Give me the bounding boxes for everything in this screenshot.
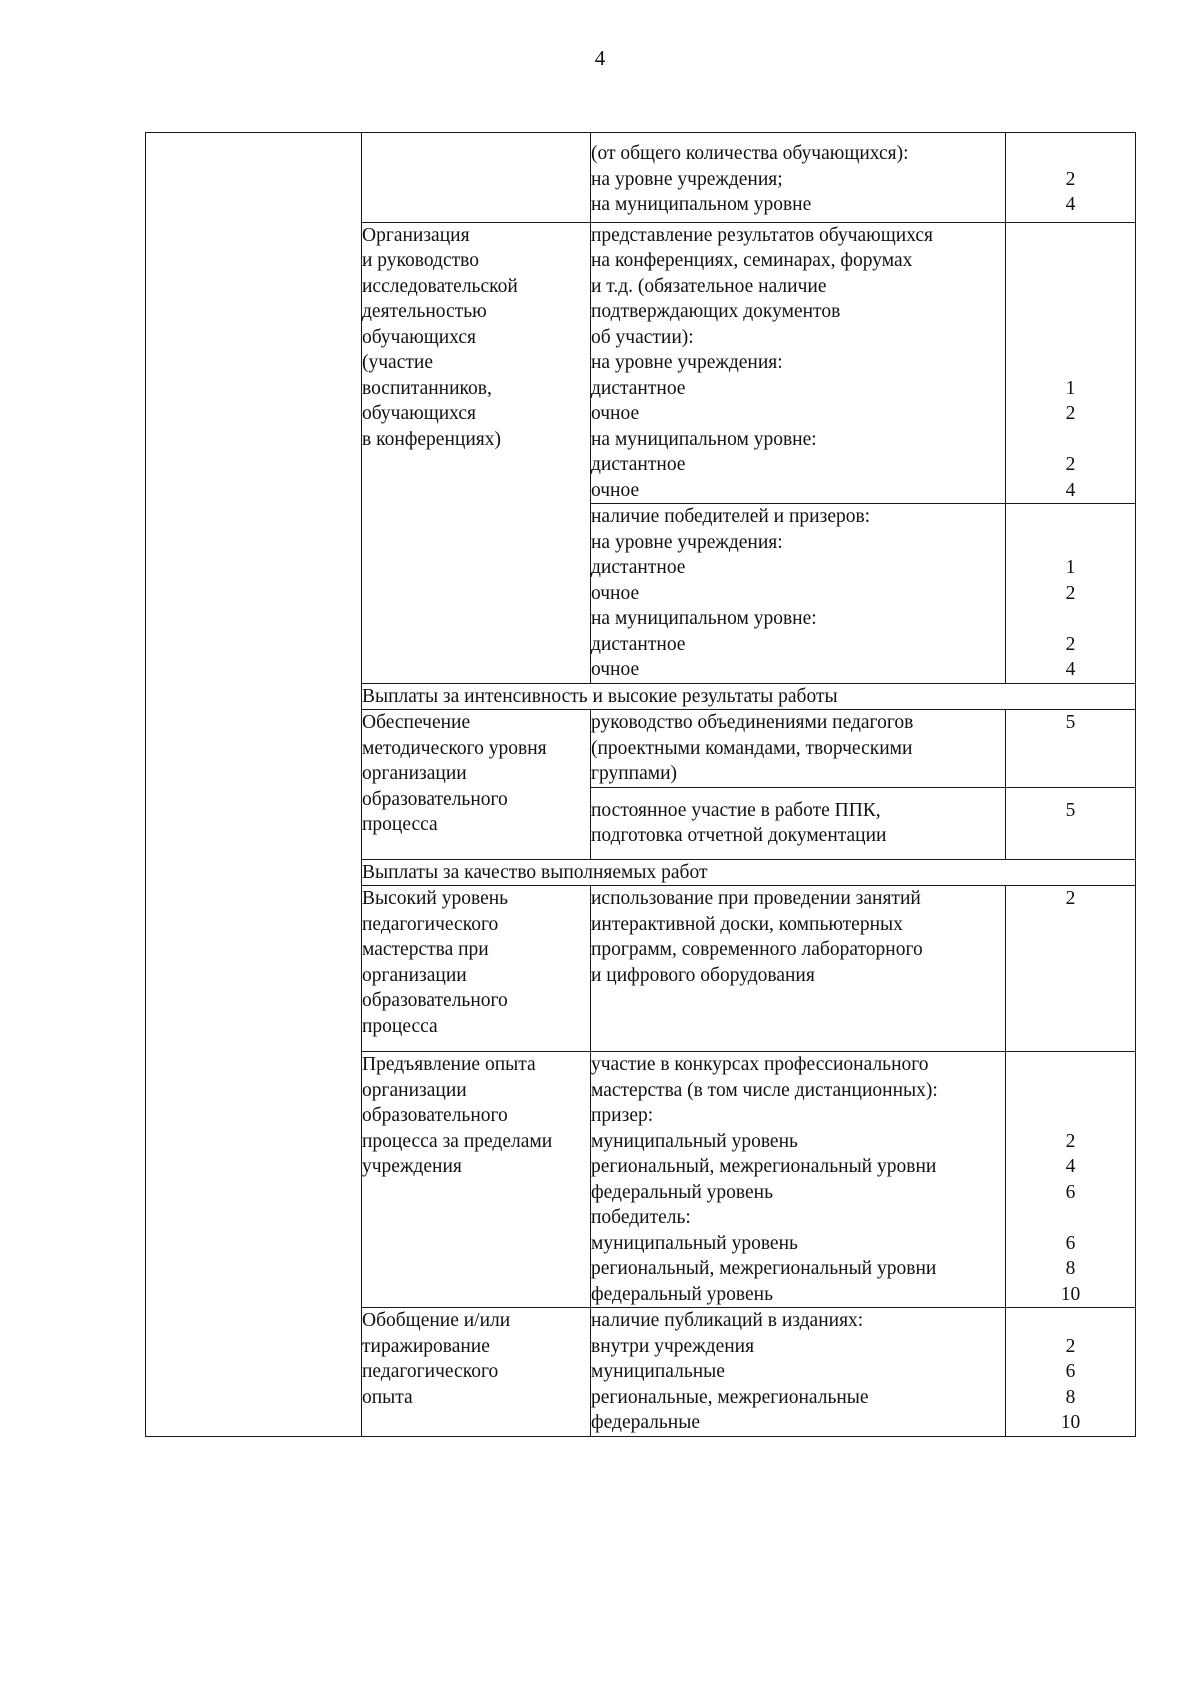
cell-line: образовательного bbox=[362, 1105, 508, 1126]
criteria-table-body bbox=[146, 133, 1136, 1437]
cell-line bbox=[1006, 1078, 1135, 1104]
cell-line: и т.д. (обязательное наличие bbox=[591, 275, 827, 297]
cell-line: призер: bbox=[591, 1105, 654, 1126]
cell-line: Организация bbox=[362, 224, 470, 246]
cell-line: 10 bbox=[1060, 1283, 1081, 1305]
cell-line: программ, современного лабораторного bbox=[591, 939, 923, 960]
cell-line: 5 bbox=[1065, 799, 1076, 821]
points-cell bbox=[1006, 1308, 1136, 1437]
cell-line: очное bbox=[591, 479, 640, 501]
category-column-cell bbox=[146, 133, 362, 1437]
points-cell bbox=[1006, 1052, 1136, 1308]
cell-line: организации bbox=[362, 964, 467, 986]
cell-line: тиражирование bbox=[362, 1335, 490, 1357]
cell-line: интерактивной доски, компьютерных bbox=[591, 913, 903, 935]
table-row bbox=[146, 133, 1136, 223]
cell-line: Высокий уровень bbox=[362, 888, 509, 909]
cell-line: процесса bbox=[362, 814, 438, 835]
indicator-cell bbox=[362, 1052, 591, 1308]
cell-line: 8 bbox=[1065, 1258, 1076, 1279]
cell-line: 6 bbox=[1065, 1232, 1076, 1254]
points-cell bbox=[1006, 886, 1136, 1052]
cell-line: дистантное bbox=[591, 633, 686, 655]
cell-line: 2 bbox=[1065, 582, 1076, 604]
cell-line: образовательного bbox=[362, 788, 508, 810]
cell-line: и руководство bbox=[362, 250, 479, 271]
cell-line: победитель: bbox=[591, 1207, 691, 1228]
cell-line: федеральный уровень bbox=[591, 1181, 773, 1203]
cell-line: методического уровня bbox=[362, 737, 547, 759]
cell-line: подготовка отчетной документации bbox=[591, 825, 887, 846]
cell-line: 1 bbox=[1065, 557, 1076, 578]
section-heading: Выплаты за качество выполняемых работ bbox=[362, 859, 1136, 886]
cell-line: внутри учреждения bbox=[591, 1335, 755, 1357]
cell-line: руководство объединениями педагогов bbox=[591, 712, 914, 733]
cell-line: очное bbox=[591, 582, 640, 604]
cell-line: муниципальные bbox=[591, 1361, 725, 1382]
cell-line: федеральные bbox=[591, 1412, 701, 1433]
cell-line: процесса bbox=[362, 1015, 438, 1037]
cell-line bbox=[1006, 1308, 1135, 1334]
indicator-cell bbox=[362, 222, 591, 683]
cell-line: наличие победителей и призеров: bbox=[591, 506, 871, 527]
cell-line: педагогического bbox=[362, 1361, 499, 1382]
cell-line bbox=[1006, 530, 1135, 556]
cell-line bbox=[1006, 299, 1135, 325]
cell-line: (проектными командами, творческими bbox=[591, 737, 913, 759]
cell-line: подтверждающих документов bbox=[591, 301, 841, 322]
cell-line: на уровне учреждения: bbox=[591, 531, 783, 553]
cell-line: наличие публикаций в изданиях: bbox=[591, 1310, 864, 1331]
cell-line: региональный, межрегиональный уровни bbox=[591, 1156, 937, 1177]
indicator-cell bbox=[362, 886, 591, 1052]
cell-line: обучающихся bbox=[362, 326, 476, 348]
points-cell bbox=[1006, 504, 1136, 684]
cell-line: 2 bbox=[1065, 168, 1076, 190]
criteria-cell bbox=[591, 1052, 1006, 1308]
criteria-cell bbox=[591, 787, 1006, 859]
cell-line: учреждения bbox=[362, 1156, 462, 1177]
page-number: 4 bbox=[594, 46, 606, 70]
cell-line: 2 bbox=[1065, 888, 1076, 909]
cell-line: 2 bbox=[1065, 403, 1076, 424]
cell-line bbox=[1006, 606, 1135, 632]
cell-line: 4 bbox=[1065, 659, 1076, 680]
points-cell bbox=[1006, 787, 1136, 859]
cell-line: процесса за пределами bbox=[362, 1130, 553, 1152]
cell-line: 5 bbox=[1065, 712, 1076, 733]
points-cell bbox=[1006, 133, 1136, 223]
cell-line: 6 bbox=[1065, 1361, 1076, 1382]
cell-line: 10 bbox=[1060, 1412, 1081, 1433]
cell-line bbox=[1006, 1052, 1135, 1078]
cell-line bbox=[1006, 1103, 1135, 1129]
cell-line: Предъявление опыта bbox=[362, 1054, 536, 1075]
cell-line bbox=[1006, 427, 1135, 453]
cell-line: дистантное bbox=[591, 377, 686, 399]
cell-line bbox=[1006, 223, 1135, 249]
cell-line: группами) bbox=[591, 763, 678, 784]
criteria-cell bbox=[591, 886, 1006, 1052]
cell-line: региональный, межрегиональный уровни bbox=[591, 1258, 937, 1279]
cell-line: 8 bbox=[1065, 1386, 1076, 1408]
cell-line: на муниципальном уровне: bbox=[591, 608, 817, 629]
points-cell bbox=[1006, 710, 1136, 788]
criteria-table bbox=[145, 132, 1136, 1437]
cell-line: мастерства (в том числе дистанционных): bbox=[591, 1079, 938, 1101]
cell-line: обучающихся bbox=[362, 403, 476, 424]
criteria-cell bbox=[591, 504, 1006, 684]
cell-line: 2 bbox=[1065, 454, 1076, 475]
cell-line: муниципальный уровень bbox=[591, 1232, 798, 1254]
cell-line: 2 bbox=[1065, 633, 1076, 655]
cell-line: 1 bbox=[1065, 377, 1076, 399]
cell-line bbox=[1006, 274, 1135, 300]
cell-line: муниципальный уровень bbox=[591, 1130, 798, 1152]
cell-line: (от общего количества обучающихся): bbox=[591, 143, 909, 164]
cell-line: исследовательской bbox=[362, 275, 518, 297]
cell-line: и цифрового оборудования bbox=[591, 964, 815, 986]
criteria-cell bbox=[591, 222, 1006, 504]
cell-line: на муниципальном уровне: bbox=[591, 428, 817, 450]
cell-line: на уровне учреждения; bbox=[591, 168, 783, 190]
cell-line bbox=[1006, 141, 1135, 167]
cell-line: воспитанников, bbox=[362, 377, 492, 399]
cell-line bbox=[1006, 248, 1135, 274]
cell-line: на уровне учреждения: bbox=[591, 352, 783, 373]
cell-line: образовательного bbox=[362, 990, 508, 1011]
cell-line: 4 bbox=[1065, 1156, 1076, 1177]
cell-line: об участии): bbox=[591, 326, 694, 348]
indicator-cell bbox=[362, 710, 591, 860]
cell-line: (участие bbox=[362, 352, 433, 373]
cell-line: на конференциях, семинарах, форумах bbox=[591, 250, 913, 271]
cell-line bbox=[1006, 350, 1135, 376]
cell-line: дистантное bbox=[591, 454, 686, 475]
indicator-cell bbox=[362, 133, 591, 223]
cell-line: очное bbox=[591, 403, 640, 424]
cell-line: федеральный уровень bbox=[591, 1283, 773, 1305]
cell-line: опыта bbox=[362, 1386, 413, 1408]
cell-line: 2 bbox=[1065, 1335, 1076, 1357]
cell-line: региональные, межрегиональные bbox=[591, 1386, 869, 1408]
cell-line: педагогического bbox=[362, 913, 499, 935]
cell-line: очное bbox=[591, 659, 640, 680]
cell-line: использование при проведении занятий bbox=[591, 888, 921, 909]
cell-line: организации bbox=[362, 763, 467, 784]
section-heading: Выплаты за интенсивность и высокие результаты работы bbox=[362, 683, 1136, 710]
criteria-cell bbox=[591, 1308, 1006, 1437]
cell-line: участие в конкурсах профессионального bbox=[591, 1054, 929, 1075]
criteria-cell bbox=[591, 133, 1006, 223]
cell-line bbox=[1006, 504, 1135, 530]
cell-line: 2 bbox=[1065, 1130, 1076, 1152]
criteria-cell bbox=[591, 710, 1006, 788]
cell-line: организации bbox=[362, 1079, 467, 1101]
cell-line bbox=[1006, 1205, 1135, 1231]
indicator-cell bbox=[362, 1308, 591, 1437]
points-cell bbox=[1006, 222, 1136, 504]
cell-line: мастерства при bbox=[362, 939, 489, 960]
cell-line: деятельностью bbox=[362, 301, 487, 322]
cell-line: Обеспечение bbox=[362, 712, 471, 733]
cell-line: 4 bbox=[1065, 194, 1076, 215]
cell-line: 6 bbox=[1065, 1181, 1076, 1203]
cell-line: 4 bbox=[1065, 479, 1076, 501]
cell-line: Обобщение и/или bbox=[362, 1310, 511, 1331]
cell-line: представление результатов обучающихся bbox=[591, 224, 934, 246]
cell-line: на муниципальном уровне bbox=[591, 194, 812, 215]
cell-line: дистантное bbox=[591, 557, 686, 578]
cell-line: в конференциях) bbox=[362, 428, 501, 450]
cell-line bbox=[1006, 325, 1135, 351]
cell-line: постоянное участие в работе ППК, bbox=[591, 799, 881, 821]
